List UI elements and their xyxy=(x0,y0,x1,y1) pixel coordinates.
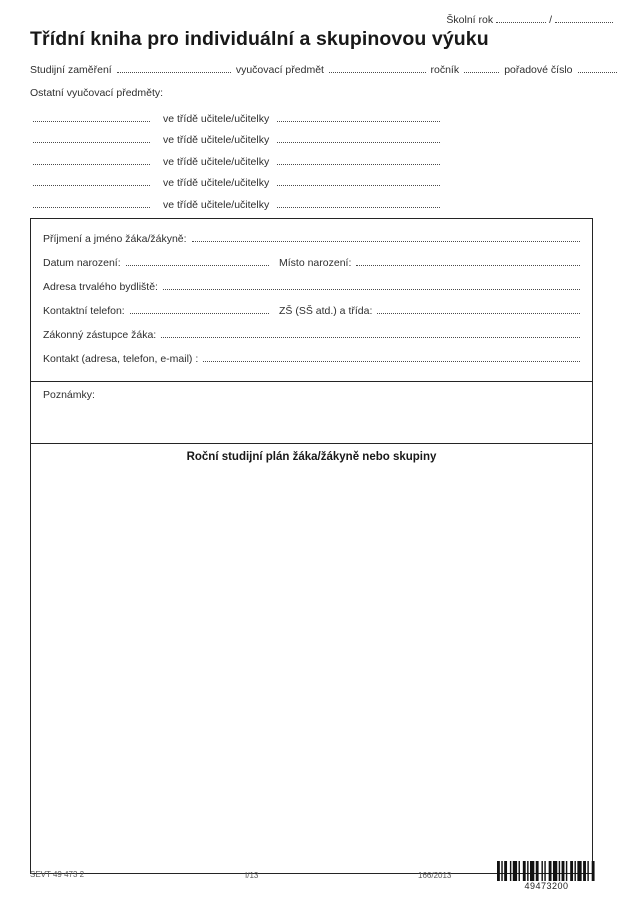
student-name-row xyxy=(43,231,580,255)
phone-label: Kontaktní telefon: xyxy=(43,305,125,317)
teacher-name-write-in-line xyxy=(277,111,440,122)
guardian-contact-write-in-line xyxy=(203,351,580,362)
student-info-box xyxy=(30,218,593,874)
school-year-dotted-line-1 xyxy=(496,12,546,23)
teacher-row xyxy=(33,154,440,175)
barcode-number: 49473200 xyxy=(524,881,569,891)
address-row xyxy=(43,279,580,303)
teacher-name-write-in-line xyxy=(277,154,440,165)
issue-code: I/13 xyxy=(245,871,259,880)
guardian-label: Zákonný zástupce žáka: xyxy=(43,329,157,341)
school-year-label: Školní rok xyxy=(446,14,494,26)
subject-write-in-line xyxy=(33,175,150,186)
study-focus-label: Studijní zaměření xyxy=(30,64,112,76)
birth-date-write-in-line xyxy=(126,255,269,266)
birth-row xyxy=(43,255,580,279)
phone-write-in-line xyxy=(130,303,269,314)
school-class-write-in-line xyxy=(377,303,580,314)
phone-group xyxy=(43,303,269,317)
subject-write-in-line xyxy=(33,197,150,208)
teacher-name-write-in-line xyxy=(277,132,440,143)
school-class-label: ZŠ (SŠ atd.) a třída: xyxy=(279,305,373,317)
notes-section xyxy=(31,381,592,443)
student-name-write-in-line xyxy=(192,231,580,242)
order-number-dotted-line xyxy=(578,62,618,73)
other-subjects-label: Ostatní vyučovací předměty: xyxy=(30,87,164,99)
subject-write-in-line xyxy=(33,132,150,143)
catalog-number: 166/2013 xyxy=(418,871,452,880)
address-label: Adresa trvalého bydliště: xyxy=(43,281,158,293)
grade-label: ročník xyxy=(430,64,460,76)
guardian-contact-label: Kontakt (adresa, telefon, e-mail) : xyxy=(43,353,199,365)
teacher-row xyxy=(33,132,440,153)
study-focus-dotted-line xyxy=(117,62,231,73)
page-title: Třídní kniha pro individuální a skupinovou výuku xyxy=(30,28,489,50)
teacher-row xyxy=(33,197,440,218)
student-name-label: Příjmení a jméno žáka/žákyně: xyxy=(43,233,187,245)
phone-school-row xyxy=(43,303,580,327)
notes-label: Poznámky: xyxy=(43,389,95,401)
teacher-row-label: ve třídě učitele/učitelky xyxy=(163,177,270,190)
teacher-rows xyxy=(33,111,440,218)
address-write-in-line xyxy=(163,279,580,290)
birth-date-group xyxy=(43,255,269,269)
birth-date-label: Datum narození: xyxy=(43,257,121,269)
order-number-label: pořadové číslo xyxy=(504,64,573,76)
grade-dotted-line xyxy=(464,62,499,73)
subject-label: vyučovací předmět xyxy=(235,64,324,76)
study-focus-line xyxy=(30,62,617,76)
birth-place-write-in-line xyxy=(356,255,580,266)
barcode xyxy=(497,861,596,891)
school-year-dotted-line-2 xyxy=(555,12,613,23)
teacher-row xyxy=(33,175,440,196)
barcode-icon xyxy=(497,861,596,881)
school-year-line xyxy=(446,12,613,26)
teacher-row xyxy=(33,111,440,132)
teacher-name-write-in-line xyxy=(277,197,440,208)
guardian-row xyxy=(43,327,580,351)
birth-place-label: Místo narození: xyxy=(279,257,352,269)
subject-dotted-line xyxy=(329,62,426,73)
subject-write-in-line xyxy=(33,154,150,165)
student-fields xyxy=(31,219,592,375)
teacher-row-label: ve třídě učitele/učitelky xyxy=(163,155,270,168)
guardian-write-in-line xyxy=(161,327,580,338)
subject-write-in-line xyxy=(33,111,150,122)
guardian-contact-row xyxy=(43,351,580,375)
teacher-row-label: ve třídě učitele/učitelky xyxy=(163,198,270,211)
teacher-name-write-in-line xyxy=(277,175,440,186)
teacher-row-label: ve třídě učitele/učitelky xyxy=(163,113,270,125)
form-code: SEVT 49 473 2 xyxy=(30,870,85,879)
annual-plan-section xyxy=(31,443,592,873)
annual-plan-title: Roční studijní plán žáka/žákyně nebo skupiny xyxy=(186,451,437,463)
school-year-slash: / xyxy=(549,14,552,26)
teacher-row-label: ve třídě učitele/učitelky xyxy=(163,134,270,147)
